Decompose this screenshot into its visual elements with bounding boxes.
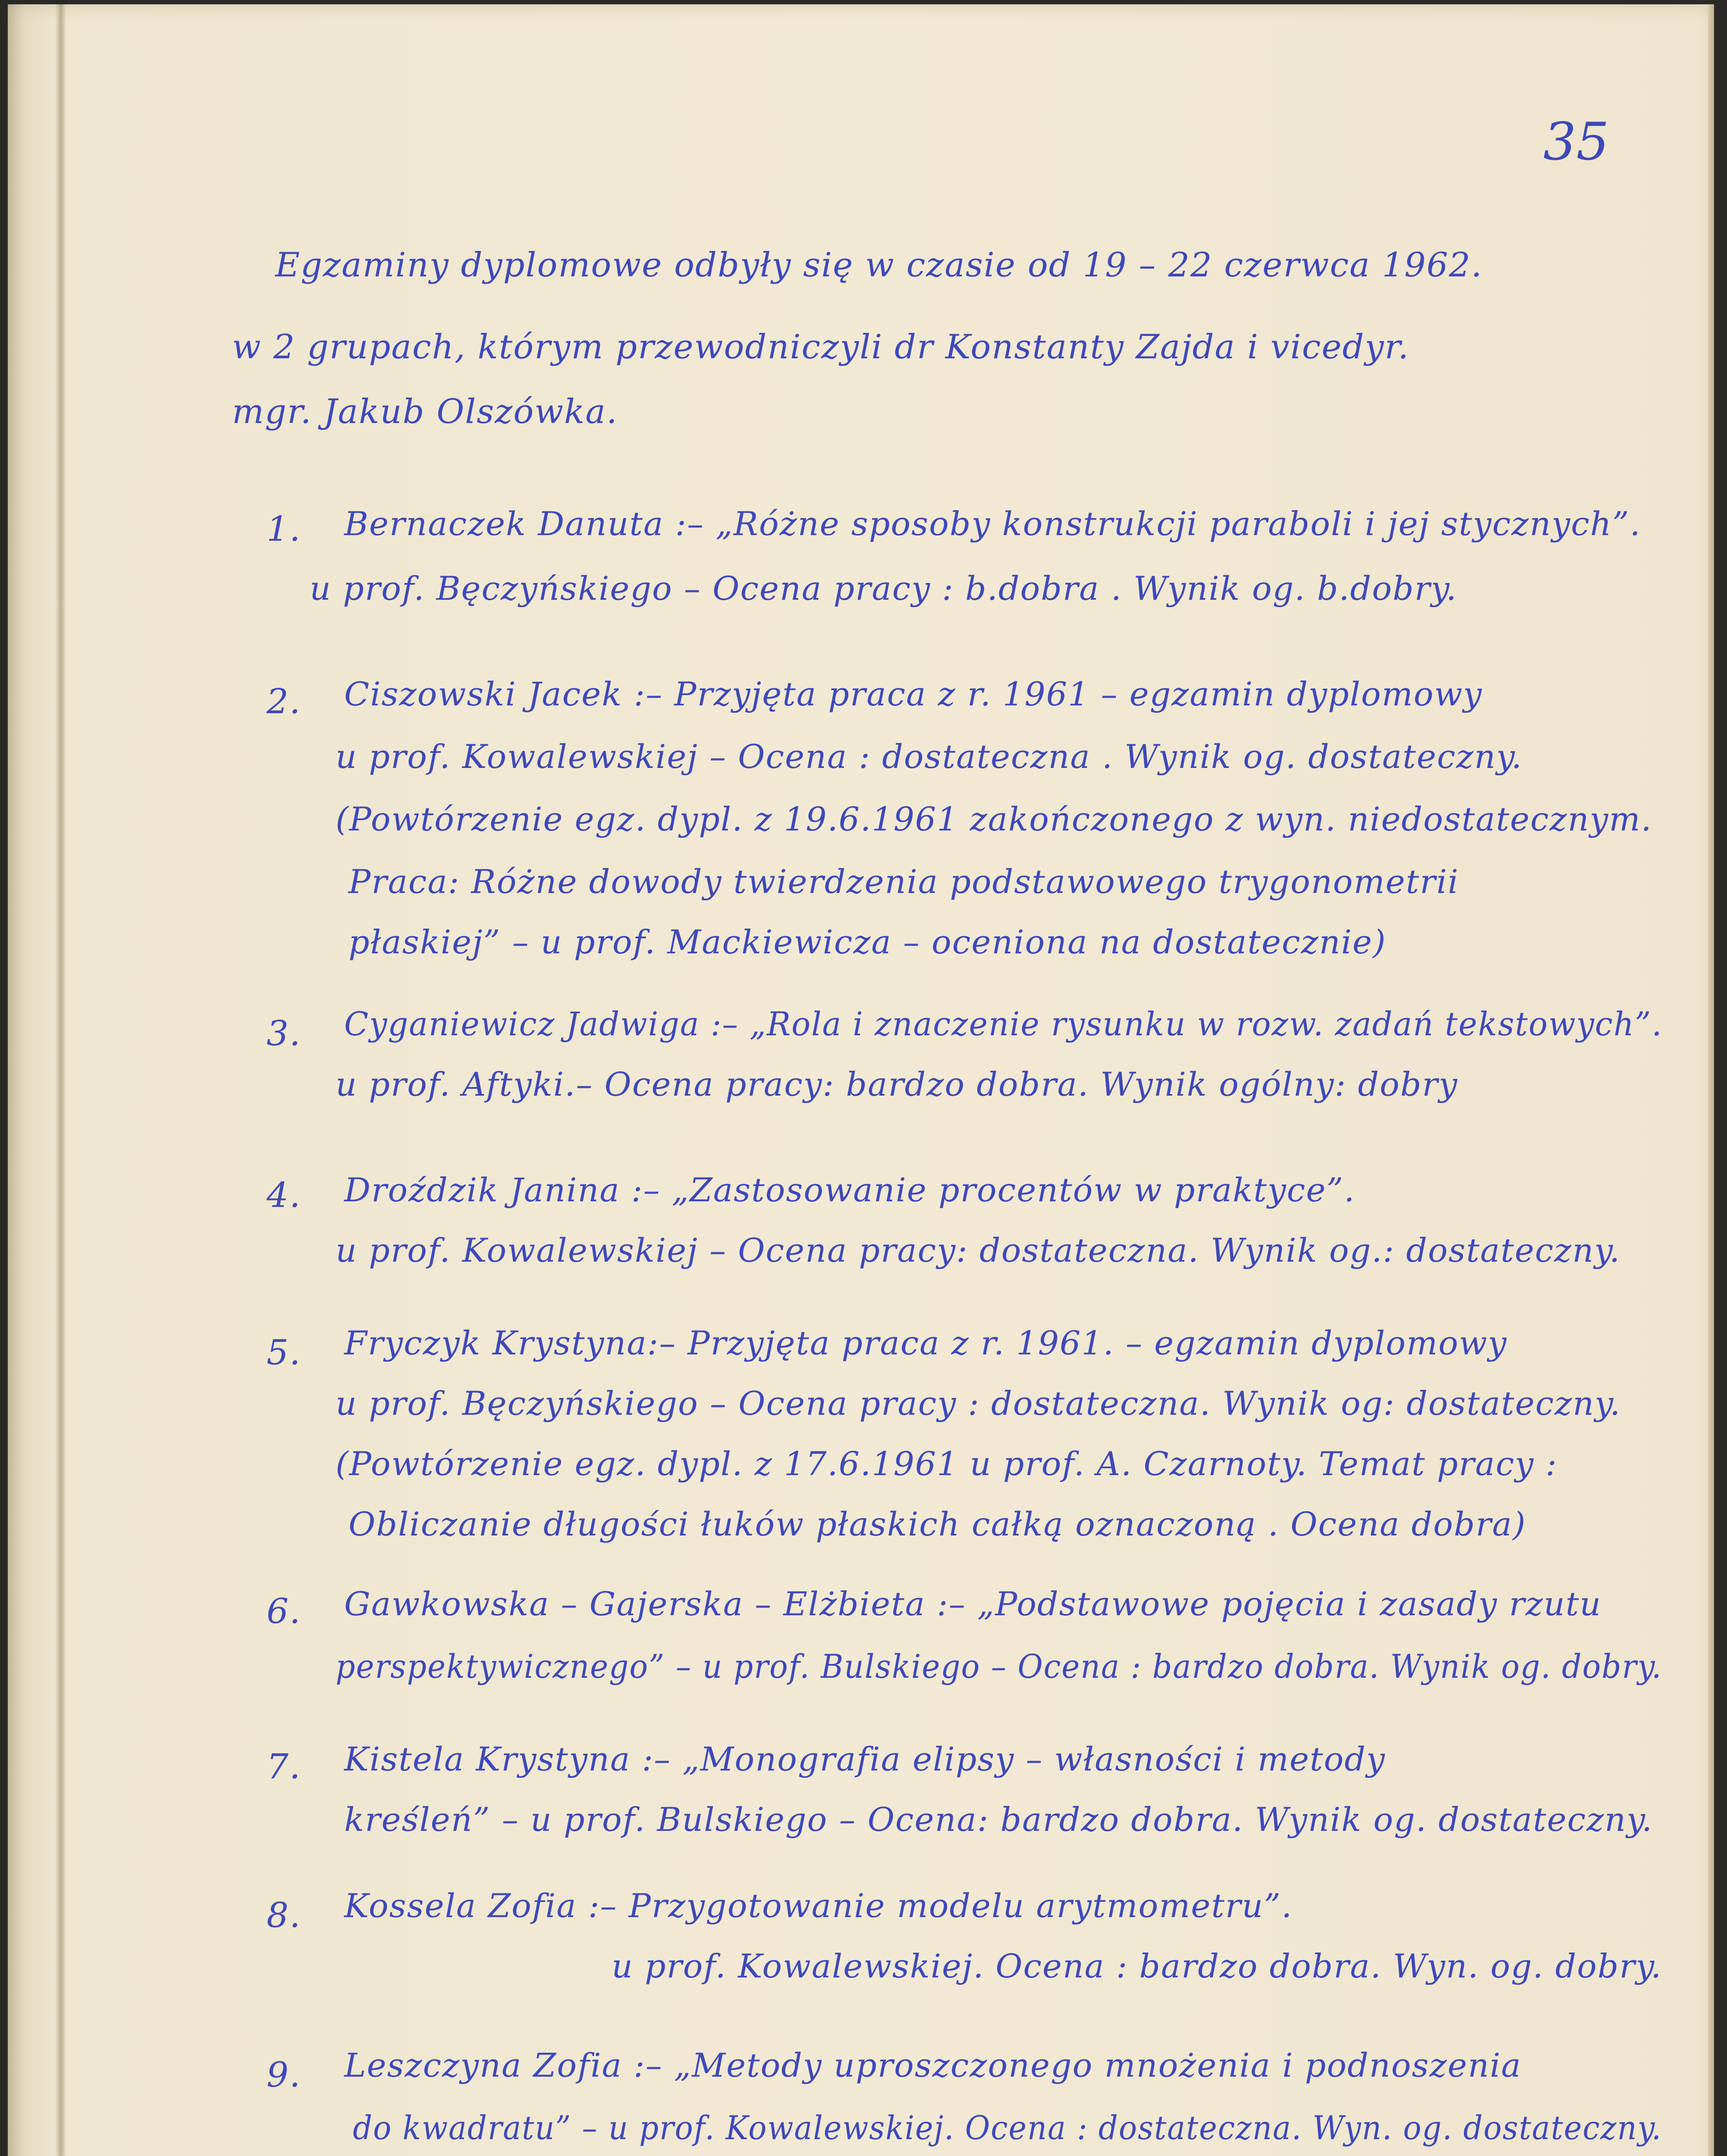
entry-line: Cyganiewicz Jadwiga :– „Rola i znaczenie rysunku w rozw. zadań tekstowych”. xyxy=(344,1005,1663,1043)
intro-line: w 2 grupach, którym przewodniczyli dr Konstanty Zajda i vicedyr. xyxy=(232,328,1410,367)
entry-line: Bernaczek Danuta :– „Różne sposoby konstrukcji paraboli i jej stycznych”. xyxy=(344,505,1641,543)
entry-number: 9. xyxy=(267,2055,301,2095)
entry-line: Gawkowska – Gajerska – Elżbieta :– „Podstawowe pojęcia i zasady rzutu xyxy=(344,1585,1602,1623)
entry-line: kreśleń” – u prof. Bulskiego – Ocena: bardzo dobra. Wynik og. dostateczny. xyxy=(344,1800,1653,1839)
entry-number: 7. xyxy=(267,1746,301,1786)
entry-number: 3. xyxy=(267,1013,301,1053)
entry-line: perspektywicznego” – u prof. Bulskiego – Ocena : bardzo dobra. Wynik og. dobry. xyxy=(336,1647,1662,1686)
entry-line: Droździk Janina :– „Zastosowanie procentów w praktyce”. xyxy=(344,1171,1356,1209)
entry-number: 6. xyxy=(267,1591,301,1631)
entry-line: płaskiej” – u prof. Mackiewicza – oceniona na dostatecznie) xyxy=(349,923,1387,961)
page-edge xyxy=(1708,4,1714,2156)
intro-line: mgr. Jakub Olszówka. xyxy=(232,392,618,431)
entry-line: Ciszowski Jacek :– Przyjęta praca z r. 1961 – egzamin dyplomowy xyxy=(344,675,1483,713)
entry-line: (Powtórzenie egz. dypl. z 17.6.1961 u prof. A. Czarnoty. Temat pracy : xyxy=(336,1445,1557,1483)
entry-line: u prof. Aftyki.– Ocena pracy: bardzo dobra. Wynik ogólny: dobry xyxy=(336,1065,1458,1103)
entry-line: Fryczyk Krystyna:– Przyjęta praca z r. 1961. – egzamin dyplomowy xyxy=(344,1324,1507,1362)
entry-number: 4. xyxy=(267,1175,301,1215)
entry-line: u prof. Kowalewskiej. Ocena : bardzo dobra. Wyn. og. dobry. xyxy=(612,1947,1662,1985)
entry-line: Leszczyna Zofia :– „Metody uproszczonego mnożenia i podnoszenia xyxy=(344,2046,1522,2084)
binding-gutter xyxy=(55,4,66,2156)
page-number: 35 xyxy=(1543,112,1609,172)
entry-line: Obliczanie długości łuków płaskich całką oznaczoną . Ocena dobra) xyxy=(349,1505,1526,1543)
entry-number: 2. xyxy=(267,681,301,721)
intro-line: Egzaminy dyplomowe odbyły się w czasie od 19 – 22 czerwca 1962. xyxy=(275,246,1483,285)
entry-number: 5. xyxy=(267,1332,301,1373)
entry-line: u prof. Kowalewskiej – Ocena : dostateczna . Wynik og. dostateczny. xyxy=(336,737,1523,776)
entry-line: u prof. Bęczyńskiego – Ocena pracy : b.dobra . Wynik og. b.dobry. xyxy=(310,569,1457,608)
entry-line: Praca: Różne dowody twierdzenia podstawowego trygonometrii xyxy=(349,862,1459,901)
entry-line: Kistela Krystyna :– „Monografia elipsy – własności i metody xyxy=(344,1740,1386,1778)
entry-number: 1. xyxy=(267,509,301,549)
notebook-page xyxy=(8,4,1714,2156)
entry-line: Kossela Zofia :– Przygotowanie modelu arytmometru”. xyxy=(344,1887,1293,1925)
entry-line: do kwadratu” – u prof. Kowalewskiej. Ocena : dostateczna. Wyn. og. dostateczny. xyxy=(353,2109,1662,2147)
entry-number: 8. xyxy=(267,1895,301,1935)
entry-line: u prof. Bęczyńskiego – Ocena pracy : dostateczna. Wynik og: dostateczny. xyxy=(336,1384,1621,1423)
entry-line: u prof. Kowalewskiej – Ocena pracy: dostateczna. Wynik og.: dostateczny. xyxy=(336,1231,1621,1269)
entry-line: (Powtórzenie egz. dypl. z 19.6.1961 zakończonego z wyn. niedostatecznym. xyxy=(336,800,1652,838)
